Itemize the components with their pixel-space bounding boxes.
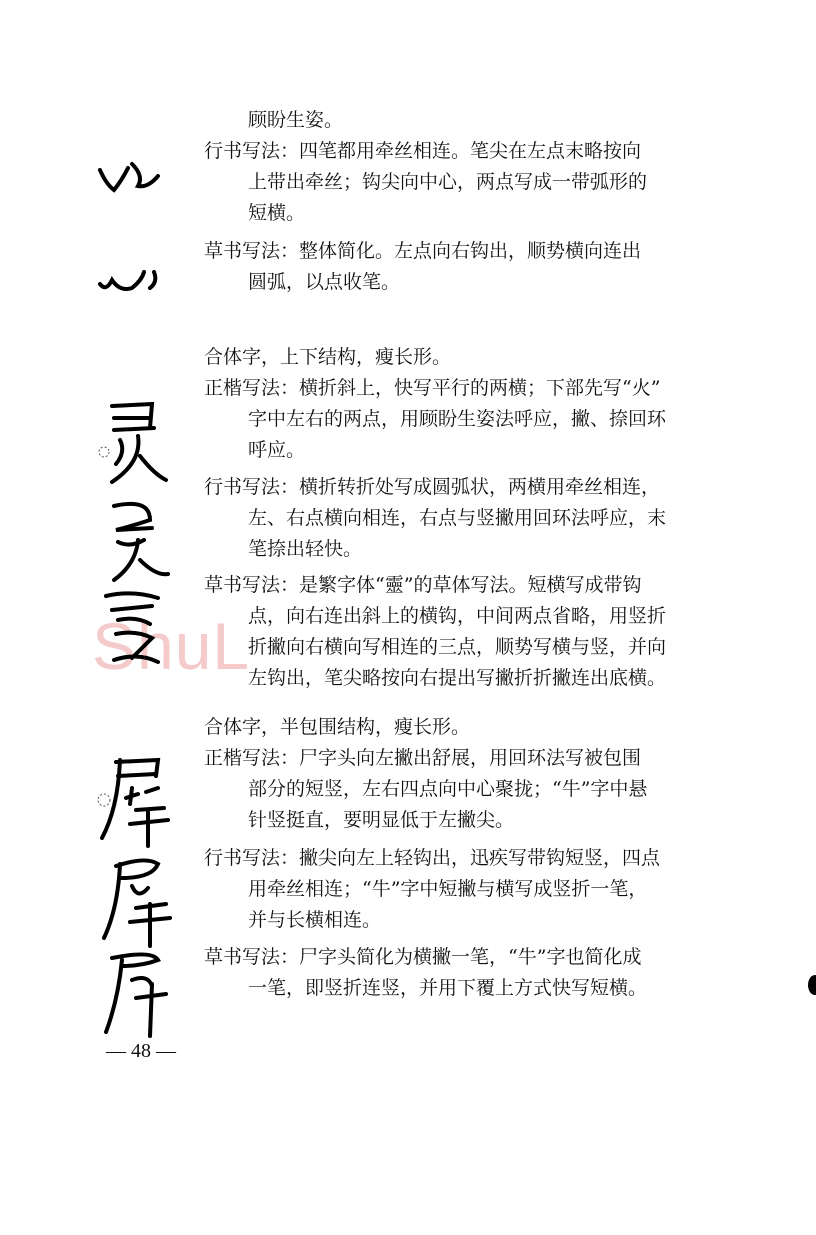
- xin-xing-l3: 短横。: [248, 202, 306, 224]
- ling-zheng-l3: 呼应。: [248, 439, 306, 461]
- ling-xing-l1: 横折转折处写成圆弧状，两横用牵丝相连，: [299, 476, 661, 498]
- xi-cao-block: [204, 942, 704, 1004]
- xi-cao-l2: 一笔，即竖折连竖，并用下覆上方式快写短横。: [248, 977, 648, 999]
- calligraphy-xi-cao: [92, 940, 182, 1044]
- ling-cao-label: 草书写法：: [204, 574, 300, 596]
- xi-zheng-l3: 针竖挺直，要明显低于左撇尖。: [248, 809, 515, 831]
- xi-cao-label: 草书写法：: [204, 946, 300, 968]
- watermark: ShuL: [92, 609, 251, 683]
- xi-zheng-l1: 尸字头向左撇出舒展，用回环法写被包围: [299, 747, 642, 769]
- xin-cao-block: [204, 236, 704, 298]
- ling-cao-l2: 点，向右连出斜上的横钩，中间两点省略，用竖折: [248, 605, 667, 627]
- xin-xing-l1: 四笔都用牵丝相连。笔尖在左点末略按向: [299, 140, 642, 162]
- ling-zheng-l1: 横折斜上，快写平行的两横；下部先写“火”: [299, 377, 661, 399]
- calligraphy-xin-cao: [92, 258, 182, 312]
- xi-xing-l2: 用牵丝相连；“牛”字中短撇与横写成竖折一笔，: [248, 878, 648, 900]
- xin-cont: [248, 105, 748, 136]
- ling-intro: [204, 342, 704, 373]
- ling-zheng-label: 正楷写法：: [204, 377, 300, 399]
- xi-zheng-label: 正楷写法：: [204, 747, 300, 769]
- calligraphy-xi-zheng: [92, 748, 182, 852]
- xin-cao-l2: 圆弧，以点收笔。: [248, 271, 401, 293]
- calligraphy-xi-xing: [92, 848, 182, 952]
- calligraphy-xin-xing: [92, 150, 182, 214]
- ling-cao-block: [204, 570, 704, 694]
- xi-zheng-l2: 部分的短竖，左右四点向中心聚拢；“牛”字中悬: [248, 778, 648, 800]
- xin-cao-l1: 整体简化。左点向右钩出，顺势横向连出: [299, 240, 642, 262]
- xin-xing-label: 行书写法：: [204, 140, 300, 162]
- ling-xing-l2: 左、右点横向相连，右点与竖撇用回环法呼应，末: [248, 507, 667, 529]
- ling-xing-block: [204, 472, 704, 565]
- ling-zheng-l2: 字中左右的两点，用顾盼生姿法呼应，撇、捺回环: [248, 408, 667, 430]
- page-number: — 48 —: [106, 1040, 176, 1062]
- xi-intro: [204, 712, 704, 743]
- ling-cao-l1: 是繁字体“靈”的草体写法。短横写成带钩: [299, 574, 642, 596]
- ling-cao-l3: 折撇向右横向写相连的三点，顺势写横与竖，并向: [248, 636, 667, 658]
- ling-cao-l4: 左钩出，笔尖略按向右提出写撇折折撇连出底横。: [248, 667, 667, 689]
- ling-xing-l3: 笔捺出轻快。: [248, 538, 363, 560]
- xi-zheng-block: [204, 743, 704, 836]
- calligraphy-ling-cao: [92, 580, 182, 684]
- ling-intro-text: 合体字，上下结构，瘦长形。: [204, 346, 452, 368]
- xin-xing-l2: 上带出牵丝；钩尖向中心，两点写成一带弧形的: [248, 171, 648, 193]
- xi-cao-l1: 尸字头简化为横撇一笔，“牛”字也简化成: [299, 946, 642, 968]
- xi-xing-l1: 撇尖向左上轻钩出，迅疾写带钩短竖，四点: [299, 847, 661, 869]
- ling-xing-label: 行书写法：: [204, 476, 300, 498]
- xi-xing-label: 行书写法：: [204, 847, 300, 869]
- xi-xing-l3: 并与长横相连。: [248, 909, 382, 931]
- xin-cao-label: 草书写法：: [204, 240, 300, 262]
- xi-intro-text: 合体字，半包围结构，瘦长形。: [204, 716, 471, 738]
- xin-xing-block: [204, 136, 704, 229]
- calligraphy-ling-zheng: [92, 392, 182, 496]
- xin-cont-text: 顾盼生姿。: [248, 109, 344, 131]
- xi-xing-block: [204, 843, 704, 936]
- scan-artifact: [808, 975, 816, 995]
- calligraphy-ling-xing: [92, 490, 182, 594]
- ling-zheng-block: [204, 373, 704, 466]
